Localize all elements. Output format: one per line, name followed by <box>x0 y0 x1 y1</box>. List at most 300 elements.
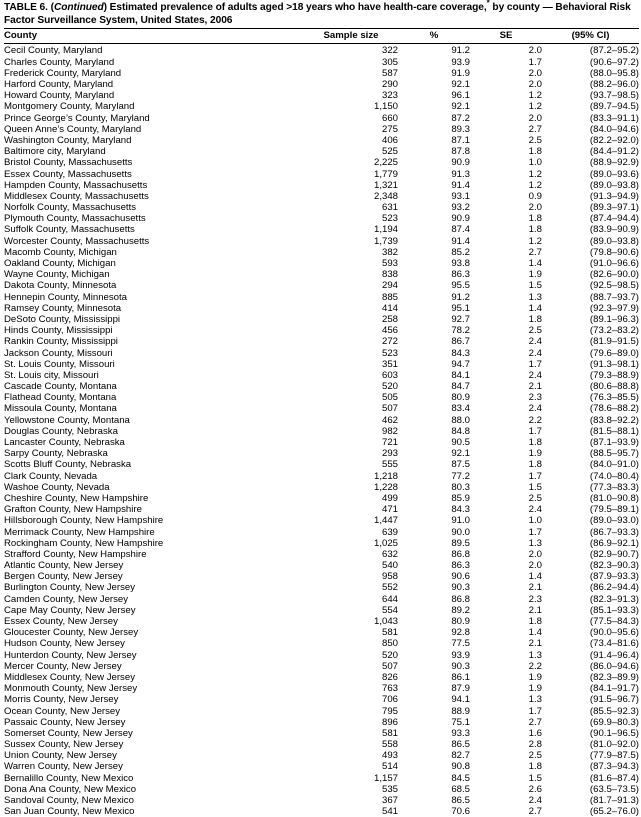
column-header-sample-size: Sample size <box>304 29 398 44</box>
cell-se: 1.4 <box>528 258 542 270</box>
cell-se: 2.7 <box>528 123 542 135</box>
cell-se: 2.1 <box>528 381 542 393</box>
cell-sample-size: 535 <box>381 783 398 795</box>
cell-county: Strafford County, New Hampshire <box>4 548 147 560</box>
cell-percent: 95.1 <box>451 302 470 314</box>
cell-se: 2.4 <box>528 403 542 415</box>
table-row <box>4 57 639 68</box>
cell-percent: 90.9 <box>451 157 470 169</box>
cell-ci: (89.0–93.6) <box>589 168 639 180</box>
table-row <box>4 202 639 213</box>
cell-percent: 86.3 <box>451 269 470 281</box>
cell-county: Hinds County, Mississippi <box>4 325 113 337</box>
cell-ci: (82.3–91.3) <box>589 593 639 605</box>
cell-se: 1.6 <box>528 727 542 739</box>
cell-se: 1.3 <box>528 537 542 549</box>
cell-county: Bergen County, New Jersey <box>4 571 123 583</box>
cell-county: Plymouth County, Massachusetts <box>4 213 146 225</box>
table-row <box>4 415 639 426</box>
cell-sample-size: 541 <box>381 806 398 817</box>
cell-percent: 84.1 <box>451 369 470 381</box>
table-row <box>4 79 639 90</box>
cell-sample-size: 367 <box>381 795 398 807</box>
cell-county: Jackson County, Missouri <box>4 347 113 359</box>
cell-ci: (91.3–98.1) <box>589 358 639 370</box>
table-row <box>4 292 639 303</box>
cell-se: 2.0 <box>528 202 542 214</box>
cell-percent: 86.5 <box>451 739 470 751</box>
cell-percent: 92.7 <box>451 313 470 325</box>
cell-percent: 90.0 <box>451 526 470 538</box>
cell-sample-size: 323 <box>381 90 398 102</box>
table-row <box>4 113 639 124</box>
table-row <box>4 247 639 258</box>
cell-sample-size: 1,779 <box>373 168 398 180</box>
cell-ci: (89.0–93.8) <box>589 179 639 191</box>
cell-se: 1.2 <box>528 101 542 113</box>
cell-percent: 84.3 <box>451 504 470 516</box>
cell-county: Hillsborough County, New Hampshire <box>4 515 164 527</box>
cell-se: 2.4 <box>528 795 542 807</box>
cell-se: 2.0 <box>528 112 542 124</box>
table-row <box>4 638 639 649</box>
cell-percent: 93.9 <box>451 56 470 68</box>
cell-sample-size: 294 <box>381 280 398 292</box>
cell-percent: 91.0 <box>451 515 470 527</box>
cell-county: Scotts Bluff County, Nebraska <box>4 459 132 471</box>
cell-percent: 91.2 <box>451 45 470 57</box>
cell-percent: 86.8 <box>451 548 470 560</box>
cell-county: Douglas County, Nebraska <box>4 425 118 437</box>
cell-sample-size: 1,228 <box>373 481 398 493</box>
cell-sample-size: 493 <box>381 750 398 762</box>
table-row <box>4 806 639 817</box>
cell-sample-size: 525 <box>381 146 398 158</box>
cell-ci: (76.3–85.5) <box>589 392 639 404</box>
cell-se: 2.0 <box>528 548 542 560</box>
cell-percent: 89.3 <box>451 123 470 135</box>
cell-ci: (82.2–92.0) <box>589 134 639 146</box>
cell-ci: (82.3–89.9) <box>589 671 639 683</box>
cell-sample-size: 639 <box>381 526 398 538</box>
cell-sample-size: 552 <box>381 582 398 594</box>
cell-ci: (74.0–80.4) <box>589 470 639 482</box>
cell-se: 1.9 <box>528 683 542 695</box>
cell-county: Union County, New Jersey <box>4 750 117 762</box>
table-row <box>4 280 639 291</box>
cell-percent: 90.3 <box>451 660 470 672</box>
cell-county: Essex County, New Jersey <box>4 616 118 628</box>
table-title-line2: by county — Behavioral Risk Factor Surveillance System, United States, 2006 <box>4 2 631 26</box>
cell-percent: 86.3 <box>451 560 470 572</box>
cell-percent: 80.9 <box>451 392 470 404</box>
cell-ci: (85.1–93.3) <box>589 604 639 616</box>
cell-county: Burlington County, New Jersey <box>4 582 135 594</box>
cell-sample-size: 1,157 <box>373 772 398 784</box>
cell-ci: (81.9–91.5) <box>589 336 639 348</box>
cell-county: Bristol County, Massachusetts <box>4 157 133 169</box>
cell-ci: (81.6–87.4) <box>589 772 639 784</box>
cell-ci: (87.2–95.2) <box>589 45 639 57</box>
cell-ci: (86.2–94.4) <box>589 582 639 594</box>
cell-se: 2.0 <box>528 45 542 57</box>
cell-county: Cheshire County, New Hampshire <box>4 492 149 504</box>
cell-ci: (91.0–96.6) <box>589 258 639 270</box>
cell-percent: 80.9 <box>451 616 470 628</box>
cell-se: 1.7 <box>528 56 542 68</box>
cell-se: 2.4 <box>528 369 542 381</box>
cell-ci: (87.4–94.4) <box>589 213 639 225</box>
cell-ci: (91.5–96.7) <box>589 694 639 706</box>
table-row <box>4 694 639 705</box>
cell-se: 1.9 <box>528 671 542 683</box>
table-title-continued-label: Continued <box>53 2 104 13</box>
table-row <box>4 795 639 806</box>
cell-percent: 90.3 <box>451 582 470 594</box>
cell-percent: 91.3 <box>451 168 470 180</box>
cell-county: Gloucester County, New Jersey <box>4 627 139 639</box>
cell-se: 1.9 <box>528 269 542 281</box>
cell-percent: 88.9 <box>451 705 470 717</box>
cell-se: 2.3 <box>528 392 542 404</box>
cell-se: 1.2 <box>528 235 542 247</box>
cell-sample-size: 763 <box>381 683 398 695</box>
cell-county: Rockingham County, New Hampshire <box>4 537 164 549</box>
cell-se: 1.0 <box>528 515 542 527</box>
cell-county: Charles County, Maryland <box>4 56 115 68</box>
table-row <box>4 269 639 280</box>
cell-ci: (73.2–83.2) <box>589 325 639 337</box>
cell-county: Hampden County, Massachusetts <box>4 179 148 191</box>
cell-county: Mercer County, New Jersey <box>4 660 122 672</box>
cell-sample-size: 258 <box>381 313 398 325</box>
table-row <box>4 370 639 381</box>
table-row <box>4 224 639 235</box>
cell-ci: (63.5–73.5) <box>589 783 639 795</box>
cell-ci: (88.5–95.7) <box>589 448 639 460</box>
cell-ci: (79.5–89.1) <box>589 504 639 516</box>
cell-percent: 93.2 <box>451 202 470 214</box>
prevalence-table <box>4 28 639 817</box>
cell-county: Ramsey County, Minnesota <box>4 302 122 314</box>
cell-sample-size: 275 <box>381 123 398 135</box>
cell-se: 1.8 <box>528 459 542 471</box>
column-header-se: SE <box>470 29 542 44</box>
table-row <box>4 437 639 448</box>
cell-percent: 87.8 <box>451 146 470 158</box>
cell-percent: 84.3 <box>451 347 470 359</box>
cell-se: 1.3 <box>528 649 542 661</box>
cell-county: Middlesex County, Massachusetts <box>4 190 149 202</box>
cell-ci: (79.3–88.9) <box>589 369 639 381</box>
table-header-row <box>4 29 639 44</box>
cell-sample-size: 838 <box>381 269 398 281</box>
cell-se: 1.3 <box>528 694 542 706</box>
cell-sample-size: 603 <box>381 369 398 381</box>
cell-se: 2.0 <box>528 67 542 79</box>
cell-county: Frederick County, Maryland <box>4 67 122 79</box>
cell-county: Washington County, Maryland <box>4 134 132 146</box>
cell-percent: 94.1 <box>451 694 470 706</box>
cell-ci: (84.0–94.6) <box>589 123 639 135</box>
cell-percent: 92.1 <box>451 448 470 460</box>
cell-se: 2.0 <box>528 79 542 91</box>
table-row <box>4 706 639 717</box>
cell-percent: 92.1 <box>451 79 470 91</box>
cell-county: Somerset County, New Jersey <box>4 727 133 739</box>
cell-percent: 86.8 <box>451 593 470 605</box>
cell-ci: (84.4–91.2) <box>589 146 639 158</box>
cell-sample-size: 558 <box>381 739 398 751</box>
cell-percent: 93.8 <box>451 258 470 270</box>
cell-sample-size: 507 <box>381 660 398 672</box>
table-row <box>4 515 639 526</box>
cell-sample-size: 523 <box>381 347 398 359</box>
cell-county: Hudson County, New Jersey <box>4 638 125 650</box>
cell-sample-size: 322 <box>381 45 398 57</box>
cell-ci: (80.6–88.8) <box>589 381 639 393</box>
cell-ci: (90.6–97.2) <box>589 56 639 68</box>
cell-ci: (77.5–84.3) <box>589 616 639 628</box>
table-row <box>4 560 639 571</box>
cell-se: 2.4 <box>528 347 542 359</box>
cell-se: 1.7 <box>528 705 542 717</box>
cell-percent: 87.4 <box>451 224 470 236</box>
table-row <box>4 739 639 750</box>
cell-sample-size: 885 <box>381 291 398 303</box>
cell-percent: 95.5 <box>451 280 470 292</box>
cell-county: Sandoval County, New Mexico <box>4 795 134 807</box>
cell-se: 2.4 <box>528 504 542 516</box>
cell-sample-size: 721 <box>381 437 398 449</box>
cell-sample-size: 1,025 <box>373 537 398 549</box>
cell-se: 1.2 <box>528 168 542 180</box>
cell-ci: (86.0–94.6) <box>589 660 639 672</box>
table-row <box>4 359 639 370</box>
cell-percent: 91.2 <box>451 291 470 303</box>
table-title <box>4 2 635 27</box>
cell-county: Hennepin County, Minnesota <box>4 291 128 303</box>
cell-se: 1.7 <box>528 470 542 482</box>
table-title-rest: ) Estimated prevalence of adults aged >18 years who have health-care coverage, <box>103 2 487 13</box>
cell-percent: 91.9 <box>451 67 470 79</box>
cell-sample-size: 1,194 <box>373 224 398 236</box>
cell-ci: (93.7–98.5) <box>589 90 639 102</box>
cell-county: Merrimack County, New Hampshire <box>4 526 155 538</box>
cell-percent: 78.2 <box>451 325 470 337</box>
cell-se: 0.9 <box>528 190 542 202</box>
cell-se: 1.2 <box>528 179 542 191</box>
cell-ci: (87.9–93.3) <box>589 571 639 583</box>
table-row <box>4 191 639 202</box>
cell-ci: (85.5–92.3) <box>589 705 639 717</box>
cell-percent: 88.0 <box>451 414 470 426</box>
cell-county: St. Louis County, Missouri <box>4 358 115 370</box>
cell-sample-size: 514 <box>381 761 398 773</box>
cell-county: Wayne County, Michigan <box>4 269 110 281</box>
cell-sample-size: 540 <box>381 560 398 572</box>
cell-sample-size: 305 <box>381 56 398 68</box>
table-row <box>4 784 639 795</box>
cell-se: 2.4 <box>528 336 542 348</box>
table-row <box>4 101 639 112</box>
footnote-marker: * <box>486 0 490 8</box>
cell-sample-size: 1,043 <box>373 616 398 628</box>
cell-ci: (91.4–96.4) <box>589 649 639 661</box>
table-row <box>4 180 639 191</box>
table-row <box>4 448 639 459</box>
cell-se: 1.8 <box>528 313 542 325</box>
cell-sample-size: 1,739 <box>373 235 398 247</box>
table-row <box>4 459 639 470</box>
cell-county: Rankin County, Mississippi <box>4 336 118 348</box>
cell-sample-size: 706 <box>381 694 398 706</box>
table-row <box>4 348 639 359</box>
cell-county: Harford County, Maryland <box>4 79 114 91</box>
cell-sample-size: 462 <box>381 414 398 426</box>
cell-county: Cascade County, Montana <box>4 381 117 393</box>
cell-county: Cecil County, Maryland <box>4 45 103 57</box>
cell-se: 2.2 <box>528 660 542 672</box>
table-row <box>4 314 639 325</box>
table-row <box>4 571 639 582</box>
cell-county: Dona Ana County, New Mexico <box>4 783 137 795</box>
cell-county: Prince George’s County, Maryland <box>4 112 150 124</box>
table-row <box>4 146 639 157</box>
cell-percent: 70.6 <box>451 806 470 817</box>
table-row <box>4 471 639 482</box>
cell-sample-size: 293 <box>381 448 398 460</box>
cell-percent: 82.7 <box>451 750 470 762</box>
cell-ci: (88.7–93.7) <box>589 291 639 303</box>
cell-percent: 86.7 <box>451 336 470 348</box>
cell-ci: (79.8–90.6) <box>589 246 639 258</box>
cell-county: Flathead County, Montana <box>4 392 117 404</box>
table-row <box>4 325 639 336</box>
table-row <box>4 258 639 269</box>
cell-sample-size: 414 <box>381 302 398 314</box>
cell-ci: (88.0–95.8) <box>589 67 639 79</box>
cell-county: Sussex County, New Jersey <box>4 739 124 751</box>
cell-sample-size: 581 <box>381 627 398 639</box>
cell-se: 1.8 <box>528 224 542 236</box>
cell-percent: 91.4 <box>451 235 470 247</box>
cell-se: 1.7 <box>528 358 542 370</box>
cell-percent: 80.3 <box>451 481 470 493</box>
cell-sample-size: 471 <box>381 504 398 516</box>
cell-county: Washoe County, Nevada <box>4 481 110 493</box>
table-title-prefix: TABLE 6. ( <box>4 2 54 13</box>
cell-county: Yellowstone County, Montana <box>4 414 130 426</box>
table-row <box>4 135 639 146</box>
cell-percent: 87.2 <box>451 112 470 124</box>
cell-se: 1.8 <box>528 213 542 225</box>
cell-percent: 86.1 <box>451 671 470 683</box>
cell-se: 2.1 <box>528 604 542 616</box>
table-row <box>4 236 639 247</box>
cell-ci: (90.1–96.5) <box>589 727 639 739</box>
cell-ci: (82.6–90.0) <box>589 269 639 281</box>
cell-percent: 84.5 <box>451 772 470 784</box>
cell-sample-size: 554 <box>381 604 398 616</box>
cell-percent: 94.7 <box>451 358 470 370</box>
cell-county: Passaic County, New Jersey <box>4 716 126 728</box>
cell-county: Macomb County, Michigan <box>4 246 117 258</box>
cell-sample-size: 1,150 <box>373 101 398 113</box>
cell-ci: (92.5–98.5) <box>589 280 639 292</box>
column-header-county: County <box>4 29 304 44</box>
cell-sample-size: 795 <box>381 705 398 717</box>
cell-se: 1.5 <box>528 280 542 292</box>
cell-percent: 91.4 <box>451 179 470 191</box>
cell-county: Clark County, Nevada <box>4 470 98 482</box>
cell-sample-size: 499 <box>381 492 398 504</box>
cell-percent: 68.5 <box>451 783 470 795</box>
cell-sample-size: 632 <box>381 548 398 560</box>
table-row <box>4 303 639 314</box>
table-row <box>4 157 639 168</box>
cell-sample-size: 382 <box>381 246 398 258</box>
cell-county: San Juan County, New Mexico <box>4 806 135 817</box>
cell-ci: (83.9–90.9) <box>589 224 639 236</box>
table-row <box>4 493 639 504</box>
cell-ci: (82.9–90.7) <box>589 548 639 560</box>
cell-se: 2.0 <box>528 560 542 572</box>
cell-county: Missoula County, Montana <box>4 403 117 415</box>
cell-county: Morris County, New Jersey <box>4 694 119 706</box>
cell-sample-size: 593 <box>381 258 398 270</box>
cell-county: Dakota County, Minnesota <box>4 280 117 292</box>
cell-sample-size: 587 <box>381 67 398 79</box>
cell-percent: 92.8 <box>451 627 470 639</box>
cell-percent: 85.2 <box>451 246 470 258</box>
cell-percent: 89.2 <box>451 604 470 616</box>
cell-county: Hunterdon County, New Jersey <box>4 649 137 661</box>
cell-ci: (77.3–83.3) <box>589 481 639 493</box>
cell-county: Atlantic County, New Jersey <box>4 560 124 572</box>
cell-percent: 93.9 <box>451 649 470 661</box>
cell-county: Essex County, Massachusetts <box>4 168 132 180</box>
cell-sample-size: 826 <box>381 671 398 683</box>
cell-se: 1.0 <box>528 157 542 169</box>
cell-sample-size: 507 <box>381 403 398 415</box>
table-row <box>4 90 639 101</box>
cell-se: 2.5 <box>528 325 542 337</box>
cell-percent: 92.1 <box>451 101 470 113</box>
cell-se: 1.8 <box>528 761 542 773</box>
cell-county: Warren County, New Jersey <box>4 761 123 773</box>
cell-sample-size: 1,218 <box>373 470 398 482</box>
cell-county: Cape May County, New Jersey <box>4 604 136 616</box>
cell-county: DeSoto County, Mississippi <box>4 313 121 325</box>
cell-percent: 96.1 <box>451 90 470 102</box>
cell-ci: (86.9–92.1) <box>589 537 639 549</box>
cell-sample-size: 850 <box>381 638 398 650</box>
cell-ci: (81.0–92.0) <box>589 739 639 751</box>
table-row <box>4 336 639 347</box>
cell-sample-size: 406 <box>381 134 398 146</box>
cell-percent: 87.9 <box>451 683 470 695</box>
cell-county: Camden County, New Jersey <box>4 593 129 605</box>
cell-sample-size: 555 <box>381 459 398 471</box>
table-row <box>4 169 639 180</box>
cell-ci: (89.7–94.5) <box>589 101 639 113</box>
table-row <box>4 650 639 661</box>
table-row <box>4 549 639 560</box>
cell-sample-size: 351 <box>381 358 398 370</box>
cell-se: 1.5 <box>528 481 542 493</box>
cell-se: 2.3 <box>528 593 542 605</box>
